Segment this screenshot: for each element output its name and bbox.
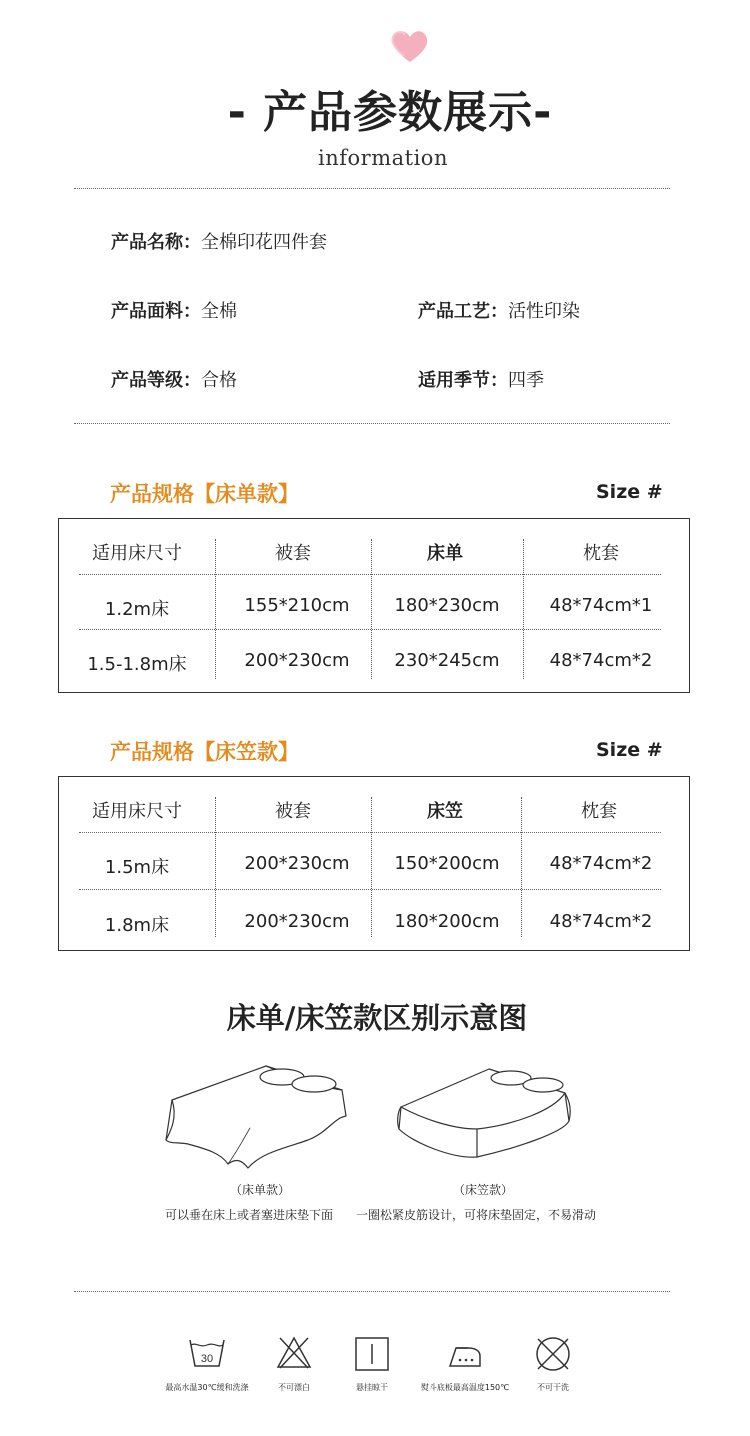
info-value: 全棉印花四件套 xyxy=(201,232,327,253)
info-value: 合格 xyxy=(201,370,237,391)
care-label: 不可干洗 xyxy=(537,1383,569,1392)
fitted-sheet-description: 一圈松紧皮筋设计，可将床垫固定，不易滑动 xyxy=(355,1208,596,1222)
heart-icon xyxy=(388,26,432,66)
spec-table-fitted xyxy=(58,776,690,951)
size-label: Size # xyxy=(596,481,663,503)
info-grade xyxy=(111,366,237,392)
table-header: 被套 xyxy=(275,801,311,822)
iron-150-icon xyxy=(446,1344,484,1370)
info-season xyxy=(418,366,544,392)
spec-table-sheet xyxy=(58,518,690,693)
table-header: 床单 xyxy=(427,543,463,564)
info-key: 产品面料： xyxy=(111,301,201,322)
hang-dry-icon xyxy=(354,1336,390,1372)
row-divider xyxy=(79,629,661,630)
info-fabric xyxy=(111,297,237,323)
fitted-sheet-bed-illustration xyxy=(393,1063,573,1163)
table-cell: 180*230cm xyxy=(394,595,500,616)
info-craft xyxy=(418,297,580,323)
table-header: 床笠 xyxy=(427,801,463,822)
table-cell: 200*230cm xyxy=(244,911,350,932)
table-cell: 200*230cm xyxy=(244,650,350,671)
care-label: 悬挂晾干 xyxy=(356,1383,388,1392)
divider xyxy=(74,1291,670,1292)
page-title: - 产品参数展示- xyxy=(227,87,553,138)
flat-sheet-description: 可以垂在床上或者塞进床垫下面 xyxy=(164,1208,333,1222)
row-divider xyxy=(79,574,661,575)
care-label: 不可漂白 xyxy=(278,1383,310,1392)
wash-30-icon xyxy=(188,1336,226,1370)
size-label: Size # xyxy=(596,739,663,761)
spec-sheet-title: 产品规格【床单款】 xyxy=(110,482,299,506)
table-cell: 1.2m床 xyxy=(104,599,170,620)
info-key: 产品工艺： xyxy=(418,301,508,322)
table-cell: 48*74cm*1 xyxy=(549,595,653,616)
table-cell: 155*210cm xyxy=(244,595,350,616)
table-header: 枕套 xyxy=(581,801,617,822)
info-key: 产品名称： xyxy=(111,232,201,253)
table-cell: 150*200cm xyxy=(394,853,500,874)
table-cell: 180*200cm xyxy=(394,911,500,932)
divider xyxy=(74,423,670,424)
table-cell: 1.5-1.8m床 xyxy=(87,654,187,675)
care-label: 熨斗底板最高温度150℃ xyxy=(420,1383,510,1392)
table-cell: 1.8m床 xyxy=(104,915,170,936)
table-cell: 48*74cm*2 xyxy=(549,911,653,932)
table-cell: 1.5m床 xyxy=(104,857,170,878)
diagram-title: 床单/床笠款区别示意图 xyxy=(226,1001,528,1035)
flat-sheet-label: （床单款） xyxy=(229,1183,290,1197)
info-key: 适用季节： xyxy=(418,370,508,391)
info-value: 活性印染 xyxy=(508,301,580,322)
no-bleach-icon xyxy=(276,1336,312,1370)
table-cell: 200*230cm xyxy=(244,853,350,874)
page-subtitle: information xyxy=(318,146,448,170)
care-label: 最高水温30℃缓和洗涤 xyxy=(165,1383,249,1392)
row-divider xyxy=(79,889,661,890)
table-cell: 48*74cm*2 xyxy=(549,650,653,671)
spec-fitted-title: 产品规格【床笠款】 xyxy=(110,740,299,764)
table-header: 适用床尺寸 xyxy=(92,543,182,564)
table-header: 被套 xyxy=(275,543,311,564)
table-header: 枕套 xyxy=(583,543,619,564)
info-value: 四季 xyxy=(508,370,544,391)
table-cell: 230*245cm xyxy=(394,650,500,671)
table-header: 适用床尺寸 xyxy=(92,801,182,822)
table-cell: 48*74cm*2 xyxy=(549,853,653,874)
info-product-name xyxy=(111,228,327,254)
flat-sheet-bed-illustration xyxy=(158,1060,358,1172)
row-divider xyxy=(79,832,661,833)
divider xyxy=(74,188,670,189)
info-key: 产品等级： xyxy=(111,370,201,391)
no-dry-clean-icon xyxy=(534,1335,572,1373)
fitted-sheet-label: （床笠款） xyxy=(452,1183,513,1197)
info-value: 全棉 xyxy=(201,301,237,322)
wash-temperature: 30 xyxy=(200,1353,214,1365)
